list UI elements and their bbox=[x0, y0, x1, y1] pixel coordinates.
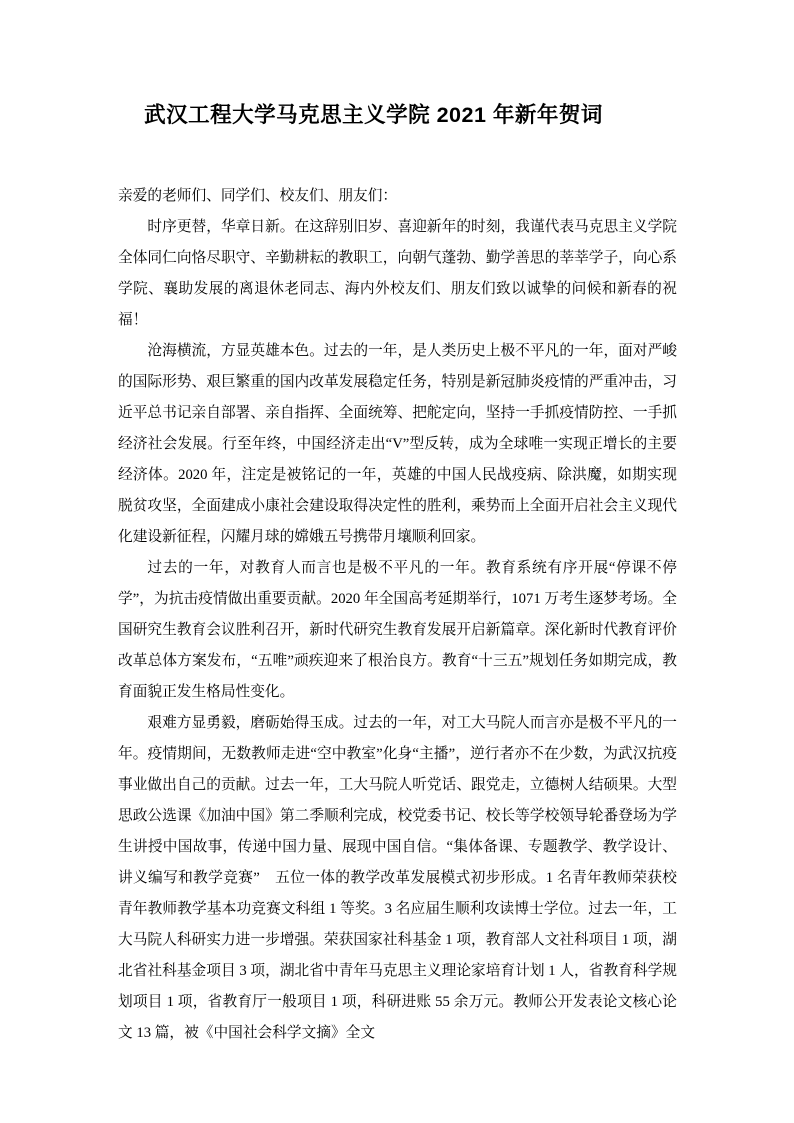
paragraph-3: 过去的一年，对教育人而言也是极不平凡的一年。教育系统有序开展“停课不停学”，为抗击疫情做出重要贡献。2020 年全国高考延期举行，1071 万考生逐梦考场。全国研究生教育会议胜利召开，新时代研究生教育发展开启新篇章。深化新时代教育评价改革总体方案发布，“五唯”顽疾迎来了根治良方。教育“十三五”规划任务如期完成，教育面貌正发生格局性变化。 bbox=[118, 560, 677, 700]
paragraph-1: 时序更替，华章日新。在这辞别旧岁、喜迎新年的时刻，我谨代表马克思主义学院全体同仁向恪尽职守、辛勤耕耘的教职工，向朝气蓬勃、勤学善思的莘莘学子，向心系学院、襄助发展的离退休老同志、海内外校友们、朋友们致以诚挚的问候和新春的祝福！ bbox=[118, 219, 677, 328]
document-body bbox=[118, 181, 677, 1049]
document-title: 武汉工程大学马克思主义学院 2021 年新年贺词 bbox=[144, 103, 603, 127]
salutation-line: 亲爱的老师们、同学们、校友们、朋友们： bbox=[118, 188, 398, 204]
paragraph-4: 艰难方显勇毅，磨砺始得玉成。过去的一年，对工大马院人而言亦是极不平凡的一年。疫情期间，无数教师走进“空中教室”化身“主播”，逆行者亦不在少数，为武汉抗疫事业做出自己的贡献。过去一年，工大马院人听党话、跟党走，立德树人结硕果。大型思政公选课《加油中国》第二季顺利完成，校党委书记、校长等学校领导轮番登场为学生讲授中国故事，传递中国力量、展现中国自信。“集体备课、专题教学、教学设计、讲义编写和教学竞赛” 五位一体的教学改革发展模式初步形成。1 名青年教师荣获校青年教师教学基本功竞赛文科组 1 等奖。3 名应届生顺利攻读博士学位。过去一年，工大马院人科研实力进一步增强。荣获国家社科基金 1 项，教育部人文社科项目 1 项，湖北省社科基金项目 3 项，湖北省中青年马克思主义理论家培育计划 1 人，省教育科学规划项目 1 项，省教育厅一般项目 1 项，科研进账 55 余万元。教师公开发表论文核心论文 13 篇，被《中国社会科学文摘》全文 bbox=[118, 715, 677, 1041]
paragraph-2: 沧海横流，方显英雄本色。过去的一年，是人类历史上极不平凡的一年，面对严峻的国际形势、艰巨繁重的国内改革发展稳定任务，特别是新冠肺炎疫情的严重冲击，习近平总书记亲自部署、亲自指挥、全面统筹、把舵定向，坚持一手抓疫情防控、一手抓经济社会发展。行至年终，中国经济走出“V”型反转，成为全球唯一实现正增长的主要经济体。2020 年，注定是被铭记的一年，英雄的中国人民战疫病、除洪魔，如期实现脱贫攻坚，全面建成小康社会建设取得决定性的胜利，乘势而上全面开启社会主义现代化建设新征程，闪耀月球的嫦娥五号携带月壤顺利回家。 bbox=[118, 343, 677, 545]
